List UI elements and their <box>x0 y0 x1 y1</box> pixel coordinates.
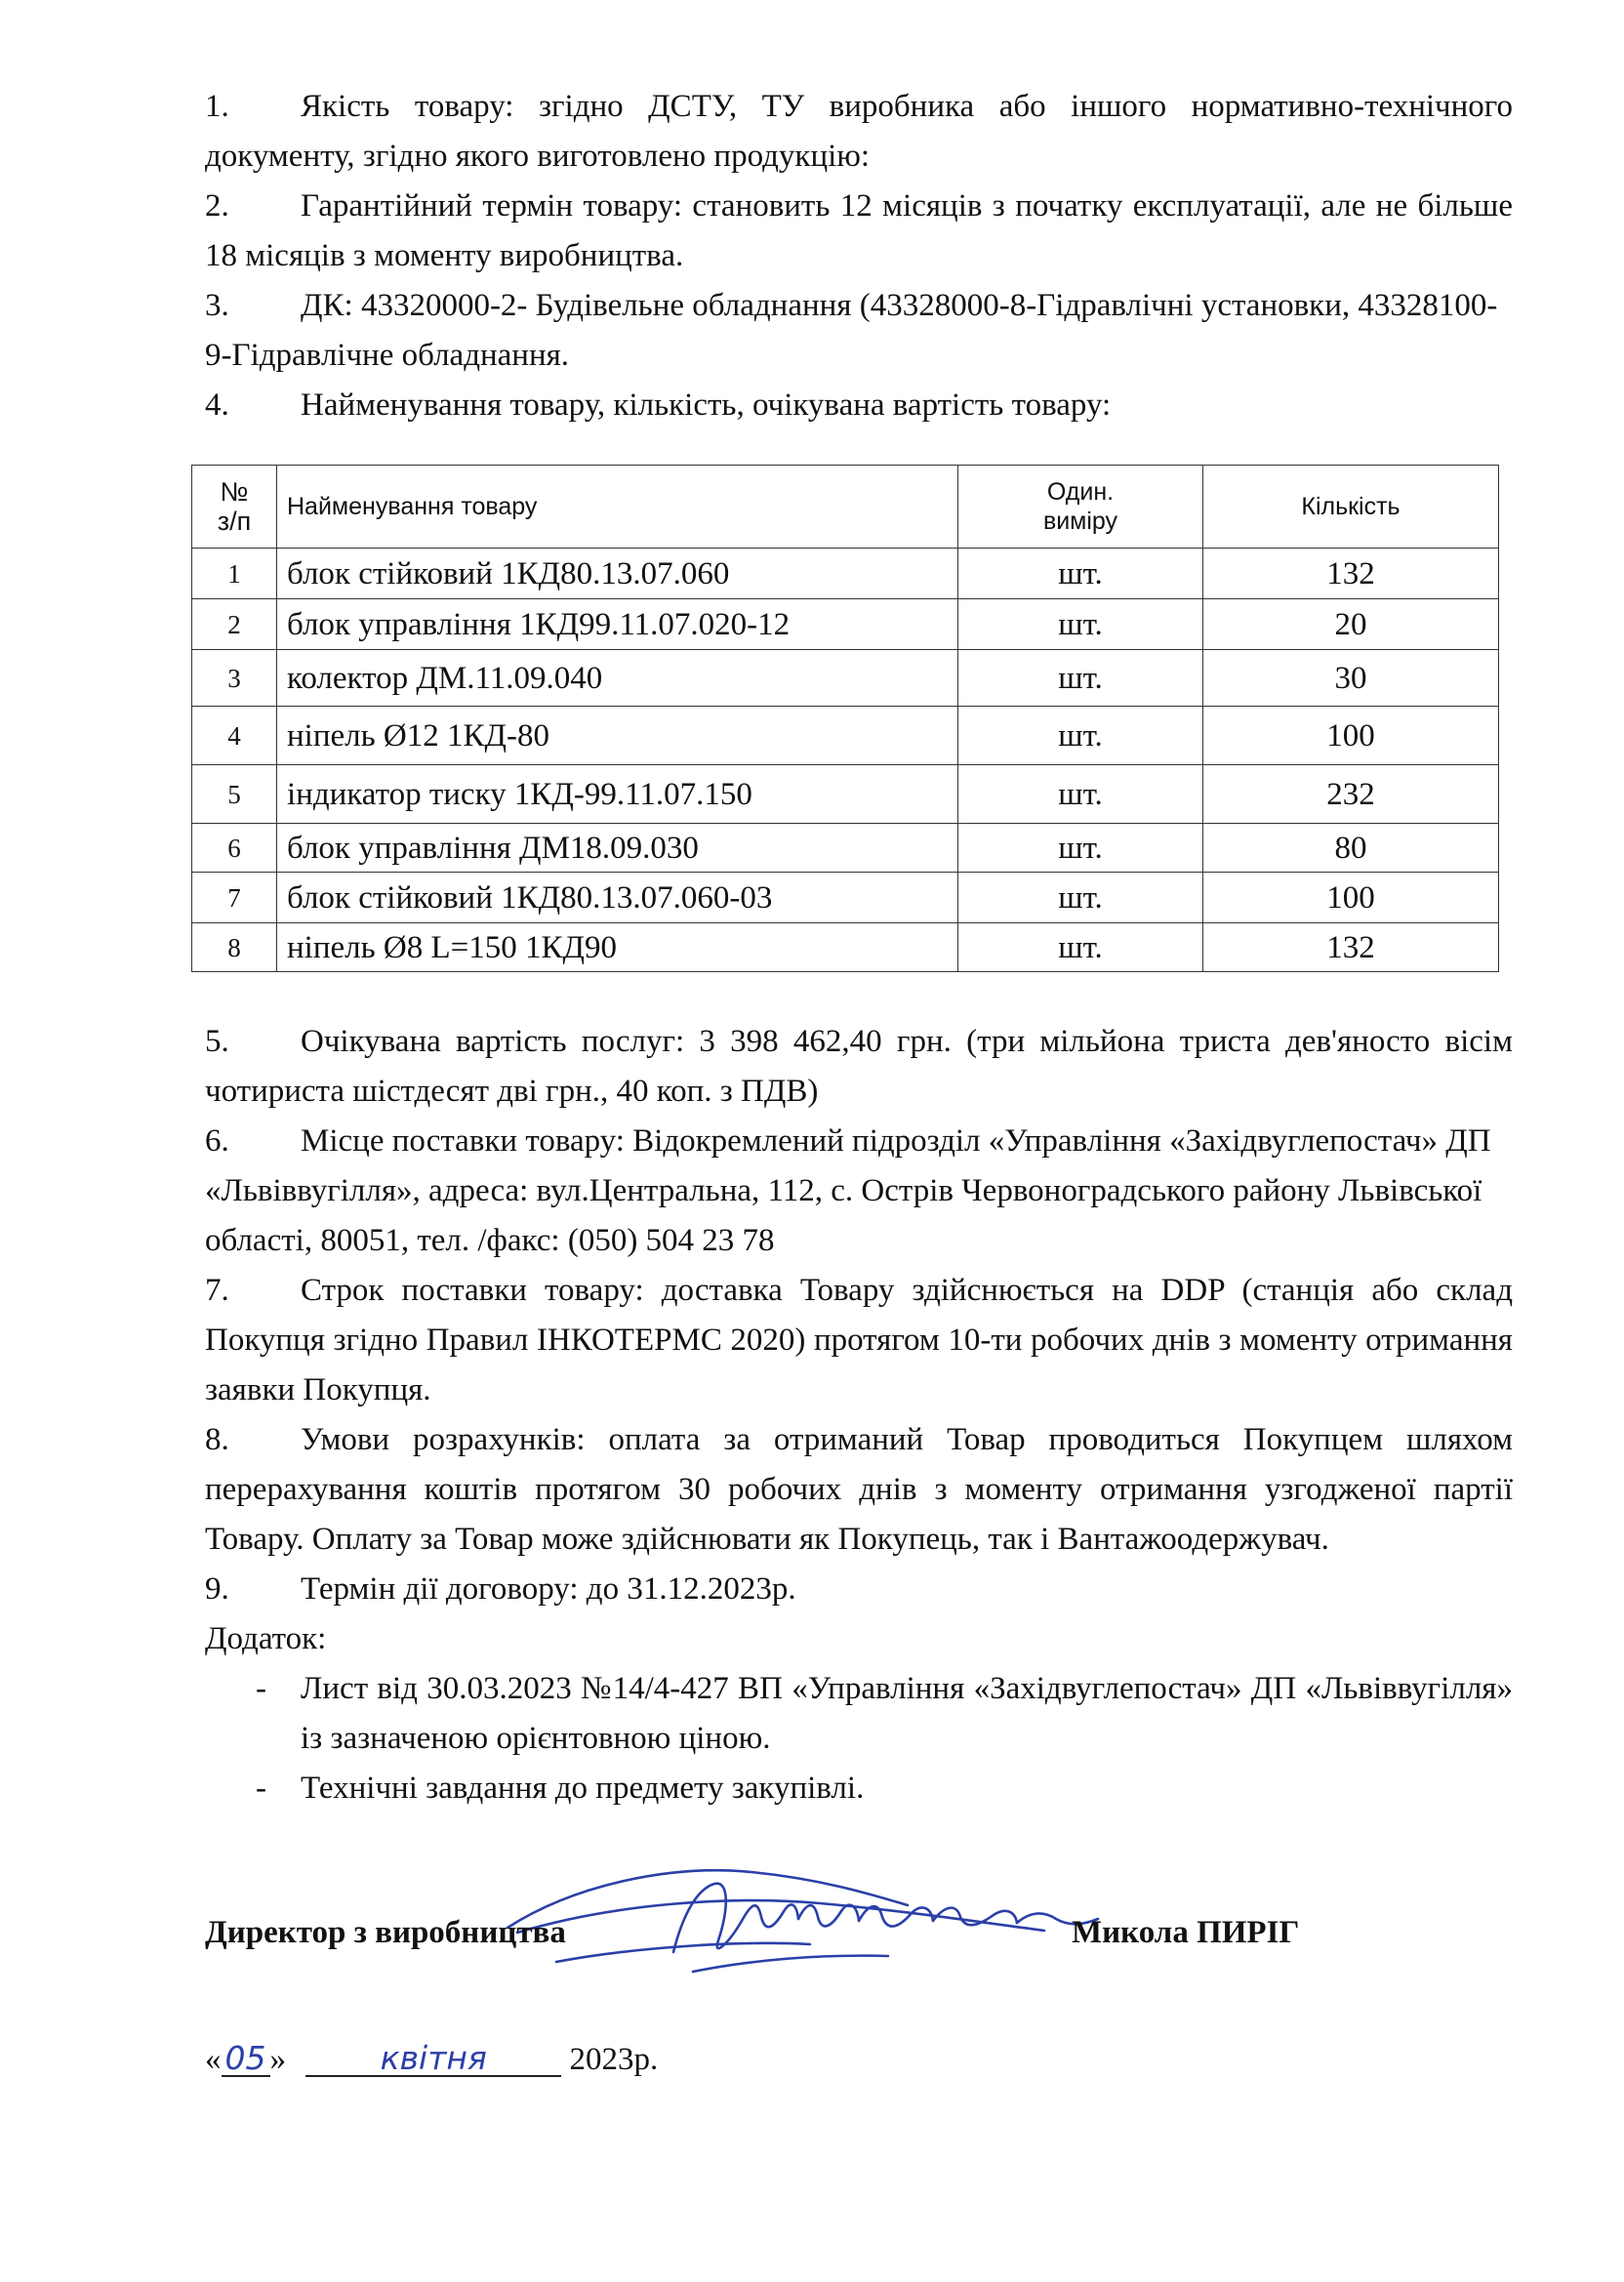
item-7 <box>205 1266 1513 1415</box>
table-row <box>192 599 1499 650</box>
cell-qty: 20 <box>1203 599 1499 650</box>
bullet-dash: - <box>256 1671 266 1706</box>
attachment-bullet-2 <box>205 1764 1513 1813</box>
item-text: Строк поставки товару: доставка Товару здійснюється на DDP (станція або склад Покупця згідно Правил ІНКОТЕРМС 2020) протягом 10-ти робочих днів з моменту отримання заявки Покупця. <box>205 1273 1513 1407</box>
table-row <box>192 873 1499 923</box>
item-text: Термін дії договору: до 31.12.2023р. <box>301 1571 796 1607</box>
cell-qty: 232 <box>1203 765 1499 824</box>
goods-table <box>191 465 1499 972</box>
item-number: 8. <box>205 1422 229 1457</box>
item-3 <box>205 281 1513 381</box>
cell-name: ніпель Ø12 1КД-80 <box>277 707 958 765</box>
cell-name: ніпель Ø8 L=150 1КД90 <box>277 923 958 972</box>
item-number: 9. <box>205 1571 229 1607</box>
item-number: 1. <box>205 89 229 124</box>
cell-qty: 30 <box>1203 650 1499 707</box>
cell-name: блок стійковий 1КД80.13.07.060-03 <box>277 873 958 923</box>
table-row <box>192 549 1499 599</box>
cell-qty: 100 <box>1203 873 1499 923</box>
table-row <box>192 765 1499 824</box>
header-num-line1: № <box>220 477 249 507</box>
table-row <box>192 923 1499 972</box>
item-text: Гарантійний термін товару: становить 12 місяців з початку експлуатації, але не більше 18 місяців з моменту виробництва. <box>205 188 1513 273</box>
item-1 <box>205 82 1513 182</box>
item-text: Найменування товару, кількість, очікувана вартість товару: <box>301 387 1112 423</box>
cell-num: 1 <box>192 549 277 599</box>
cell-name: блок управління 1КД99.11.07.020-12 <box>277 599 958 650</box>
item-6 <box>205 1117 1513 1266</box>
item-number: 2. <box>205 188 229 224</box>
item-text: Якість товару: згідно ДСТУ, ТУ виробника або іншого нормативно-технічного документу, згідно якого виготовлено продукцію: <box>205 89 1513 174</box>
handwritten-signature <box>498 1835 1122 1991</box>
signer-title: Директор з виробництва <box>205 1915 566 1950</box>
cell-name: колектор ДМ.11.09.040 <box>277 650 958 707</box>
cell-name: блок управління ДМ18.09.030 <box>277 824 958 873</box>
table-row <box>192 824 1499 873</box>
cell-name: блок стійковий 1КД80.13.07.060 <box>277 549 958 599</box>
item-text: Місце поставки товару: Відокремлений підрозділ «Управління «Західвуглепостач» ДП «Львіввугілля», адреса: вул.Центральна, 112, с. Острів Червоноградського району Львівської області, 80051, тел. /факс: (050) 504 23 78 <box>205 1123 1491 1258</box>
bullet-text: Лист від 30.03.2023 №14/4-427 ВП «Управління «Західвуглепостач» ДП «Львіввугілля» із зазначеною орієнтовною ціною. <box>301 1671 1513 1756</box>
item-9 <box>205 1565 1513 1614</box>
item-number: 4. <box>205 387 229 423</box>
item-number: 5. <box>205 1024 229 1059</box>
item-8 <box>205 1415 1513 1565</box>
table-row <box>192 707 1499 765</box>
header-unit-line1: Один. <box>1046 478 1115 506</box>
cell-unit: шт. <box>958 549 1203 599</box>
cell-num: 8 <box>192 923 277 972</box>
date-open-quote: « <box>205 2042 222 2077</box>
document-date <box>205 2035 658 2085</box>
date-year: 2023р. <box>569 2042 659 2077</box>
bullet-dash: - <box>256 1771 266 1806</box>
item-4 <box>205 381 1513 430</box>
cell-num: 5 <box>192 765 277 824</box>
signer-name: Микола ПИРІГ <box>1072 1915 1300 1950</box>
cell-unit: шт. <box>958 824 1203 873</box>
item-number: 7. <box>205 1273 229 1308</box>
attachment-bullet-1 <box>205 1664 1513 1764</box>
items-top <box>205 82 1513 430</box>
cell-unit: шт. <box>958 873 1203 923</box>
attachment-label: Додаток: <box>205 1621 327 1656</box>
date-day: 05 <box>222 2042 270 2077</box>
item-number: 6. <box>205 1123 229 1159</box>
cell-unit: шт. <box>958 599 1203 650</box>
cell-unit: шт. <box>958 923 1203 972</box>
item-2 <box>205 182 1513 281</box>
date-close-quote: » <box>269 2042 286 2077</box>
header-unit-line2: виміру <box>1042 508 1118 535</box>
cell-qty: 80 <box>1203 824 1499 873</box>
cell-qty: 100 <box>1203 707 1499 765</box>
col-header-unit <box>958 466 1203 549</box>
col-header-quantity: Кількість <box>1203 466 1499 549</box>
cell-unit: шт. <box>958 707 1203 765</box>
cell-num: 3 <box>192 650 277 707</box>
items-bottom <box>205 1017 1513 1813</box>
item-text: Умови розрахунків: оплата за отриманий Товар проводиться Покупцем шляхом перерахування коштів протягом 30 робочих днів з моменту отримання узгодженої партії Товару. Оплату за Товар може здійснювати як Покупець, так і Вантажоодержувач. <box>205 1422 1513 1557</box>
cell-num: 2 <box>192 599 277 650</box>
item-text: ДК: 43320000-2- Будівельне обладнання (43328000-8-Гідравлічні установки, 43328100-9-Гідравлічне обладнання. <box>205 288 1498 373</box>
cell-num: 4 <box>192 707 277 765</box>
item-number: 3. <box>205 288 229 323</box>
cell-name: індикатор тиску 1КД-99.11.07.150 <box>277 765 958 824</box>
col-header-number <box>192 466 277 549</box>
cell-qty: 132 <box>1203 549 1499 599</box>
cell-unit: шт. <box>958 765 1203 824</box>
cell-num: 6 <box>192 824 277 873</box>
table-row <box>192 650 1499 707</box>
cell-qty: 132 <box>1203 923 1499 972</box>
item-text: Очікувана вартість послуг: 3 398 462,40 грн. (три мільйона триста дев'яносто вісім чотириста шістдесят дві грн., 40 коп. з ПДВ) <box>205 1024 1513 1109</box>
date-month: квітня <box>305 2042 561 2077</box>
bullet-text: Технічні завдання до предмету закупівлі. <box>301 1771 865 1806</box>
table-header-row <box>192 466 1499 549</box>
item-5 <box>205 1017 1513 1117</box>
header-num-line2: з/п <box>217 507 252 536</box>
col-header-name: Найменування товару <box>277 466 958 549</box>
cell-unit: шт. <box>958 650 1203 707</box>
cell-num: 7 <box>192 873 277 923</box>
